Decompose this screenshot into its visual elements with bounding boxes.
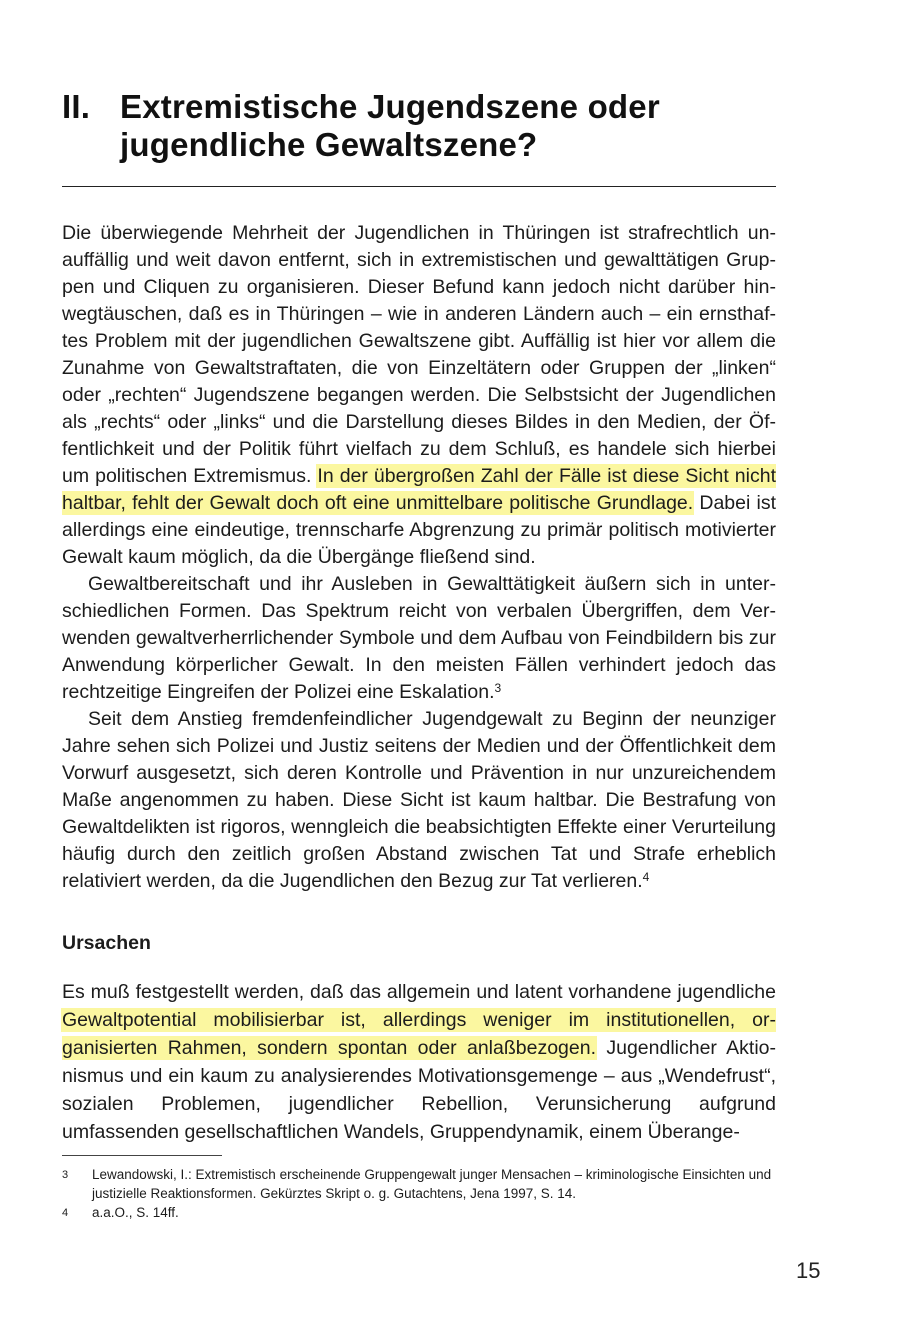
paragraph-1-text: Die überwiegende Mehrheit der Jugendlichen in Thüringen ist strafrechtlich unauffällig und weit davon entfernt, sich in extremistischen und gewalttätigen Gruppen und Cliquen zu organisieren. Dieser Befund kann jedoch nicht darüber hinwegtäuschen, daß es in Thüringen – wie in anderen Ländern auch – ein ernsthaftes Problem mit der jugendlichen Gewaltszene gibt. Auffällig ist hier vor allem die Zunahme von Gewaltstraftaten, die von Einzeltätern oder Gruppen der „linken“ oder „rechten“ Jugendszene begangen werden. Die Selbstsicht der Jugendlichen als „rechts“ oder „links“ und die Darstellung dieses Bildes in den Medien, der Öffentlichkeit und der Politik führt vielfach zu dem Schluß, es handele sich hierbei um politischen Extremismus. [62,222,776,487]
footnote-4 [62,1203,776,1223]
paragraph-3-text: Seit dem Anstieg fremdenfeindlicher Jugendgewalt zu Beginn der neunziger Jahre sehen sich Polizei und Justiz seitens der Medien und der Öffentlichkeit dem Vorwurf ausgesetzt, sich deren Kontrolle und Prävention in nur unzureichendem Maße angenommen zu haben. Diese Sicht ist kaum haltbar. Die Bestrafung von Gewaltdelikten ist rigoros, wenngleich die beabsichtigten Effekte einer Verurteilung häufig durch den zeitlich großen Abstand zwischen Tat und Strafe erheblich relativiert werden, da die Jugendlichen den Bezug zur Tat verlieren. [62,708,776,892]
highlighted-passage-2: Gewaltpotential mobilisierbar ist, allerdings weniger im institutionellen, organisierten Rahmen, sondern spontan oder anlaßbezogen. [62,1009,776,1059]
footnote-ref-4: 4 [642,870,650,884]
chapter-title-line1: Extremistische Jugendszene oder [120,88,660,125]
chapter-number: II. [62,88,91,125]
section-text [62,978,776,1146]
heading-divider [62,186,776,187]
paragraph-1-continuation: Dabei ist allerdings eine eindeutige, trennscharfe Abgrenzung zu primär politisch motivierter Gewalt kaum möglich, da die Übergänge fließend sind. [62,492,776,568]
footnote-mark: 3 [62,1169,69,1181]
paragraph-4-continuation: Jugendlicher Aktionismus und ein kaum zu analysierendes Motivationsgemenge – aus „Wendefrust“, sozialen Problemen, jugendlicher Rebellion, Verunsicherung aufgrund umfassenden gesellschaftlichen Wandels, Gruppendynamik, einem Überange- [62,1037,777,1143]
main-text [62,220,776,895]
page-number: 15 [796,1258,821,1283]
chapter-heading [62,88,782,164]
footnote-3 [62,1165,776,1203]
highlighted-passage-1: In der übergroßen Zahl der Fälle ist diese Sicht nicht haltbar, fehlt der Gewalt doch oft eine unmittelbare politische Grundlage. [62,465,776,514]
paragraph-3 [62,706,776,895]
paragraph-2-text: Gewaltbereitschaft und ihr Ausleben in Gewalttätigkeit äußern sich in unterschiedlichen Formen. Das Spektrum reicht von verbalen Übergriffen, dem Verwenden gewaltverherrlichender Symbole und dem Aufbau von Feindbildern bis zur Anwendung körperlicher Gewalt. In den meisten Fällen verhindert jedoch das rechtzeitige Eingreifen der Polizei eine Eskalation. [62,573,776,703]
footnote-ref-3: 3 [494,681,502,695]
chapter-title-line2: jugendliche Gewaltszene? [120,126,538,163]
footnote-text: Lewandowski, I.: Extremistisch erscheinende Gruppengewalt junger Mensachen – kriminologische Einsichten und justizielle Reaktionsformen. Gekürztes Skript o. g. Gutachtens, Jena 1997, S. 14. [92,1167,772,1201]
section-subheading: Ursachen [62,932,151,954]
footnote-mark: 4 [62,1207,69,1219]
paragraph-1 [62,220,776,571]
footnote-divider [62,1155,222,1156]
paragraph-4-text: Es muß festgestellt werden, daß das allgemein und latent vorhandene jugendliche [62,981,776,1003]
paragraph-2 [62,571,776,706]
paragraph-4 [62,978,776,1146]
footnote-text: a.a.O., S. 14ff. [92,1205,179,1220]
footnotes [62,1165,776,1223]
